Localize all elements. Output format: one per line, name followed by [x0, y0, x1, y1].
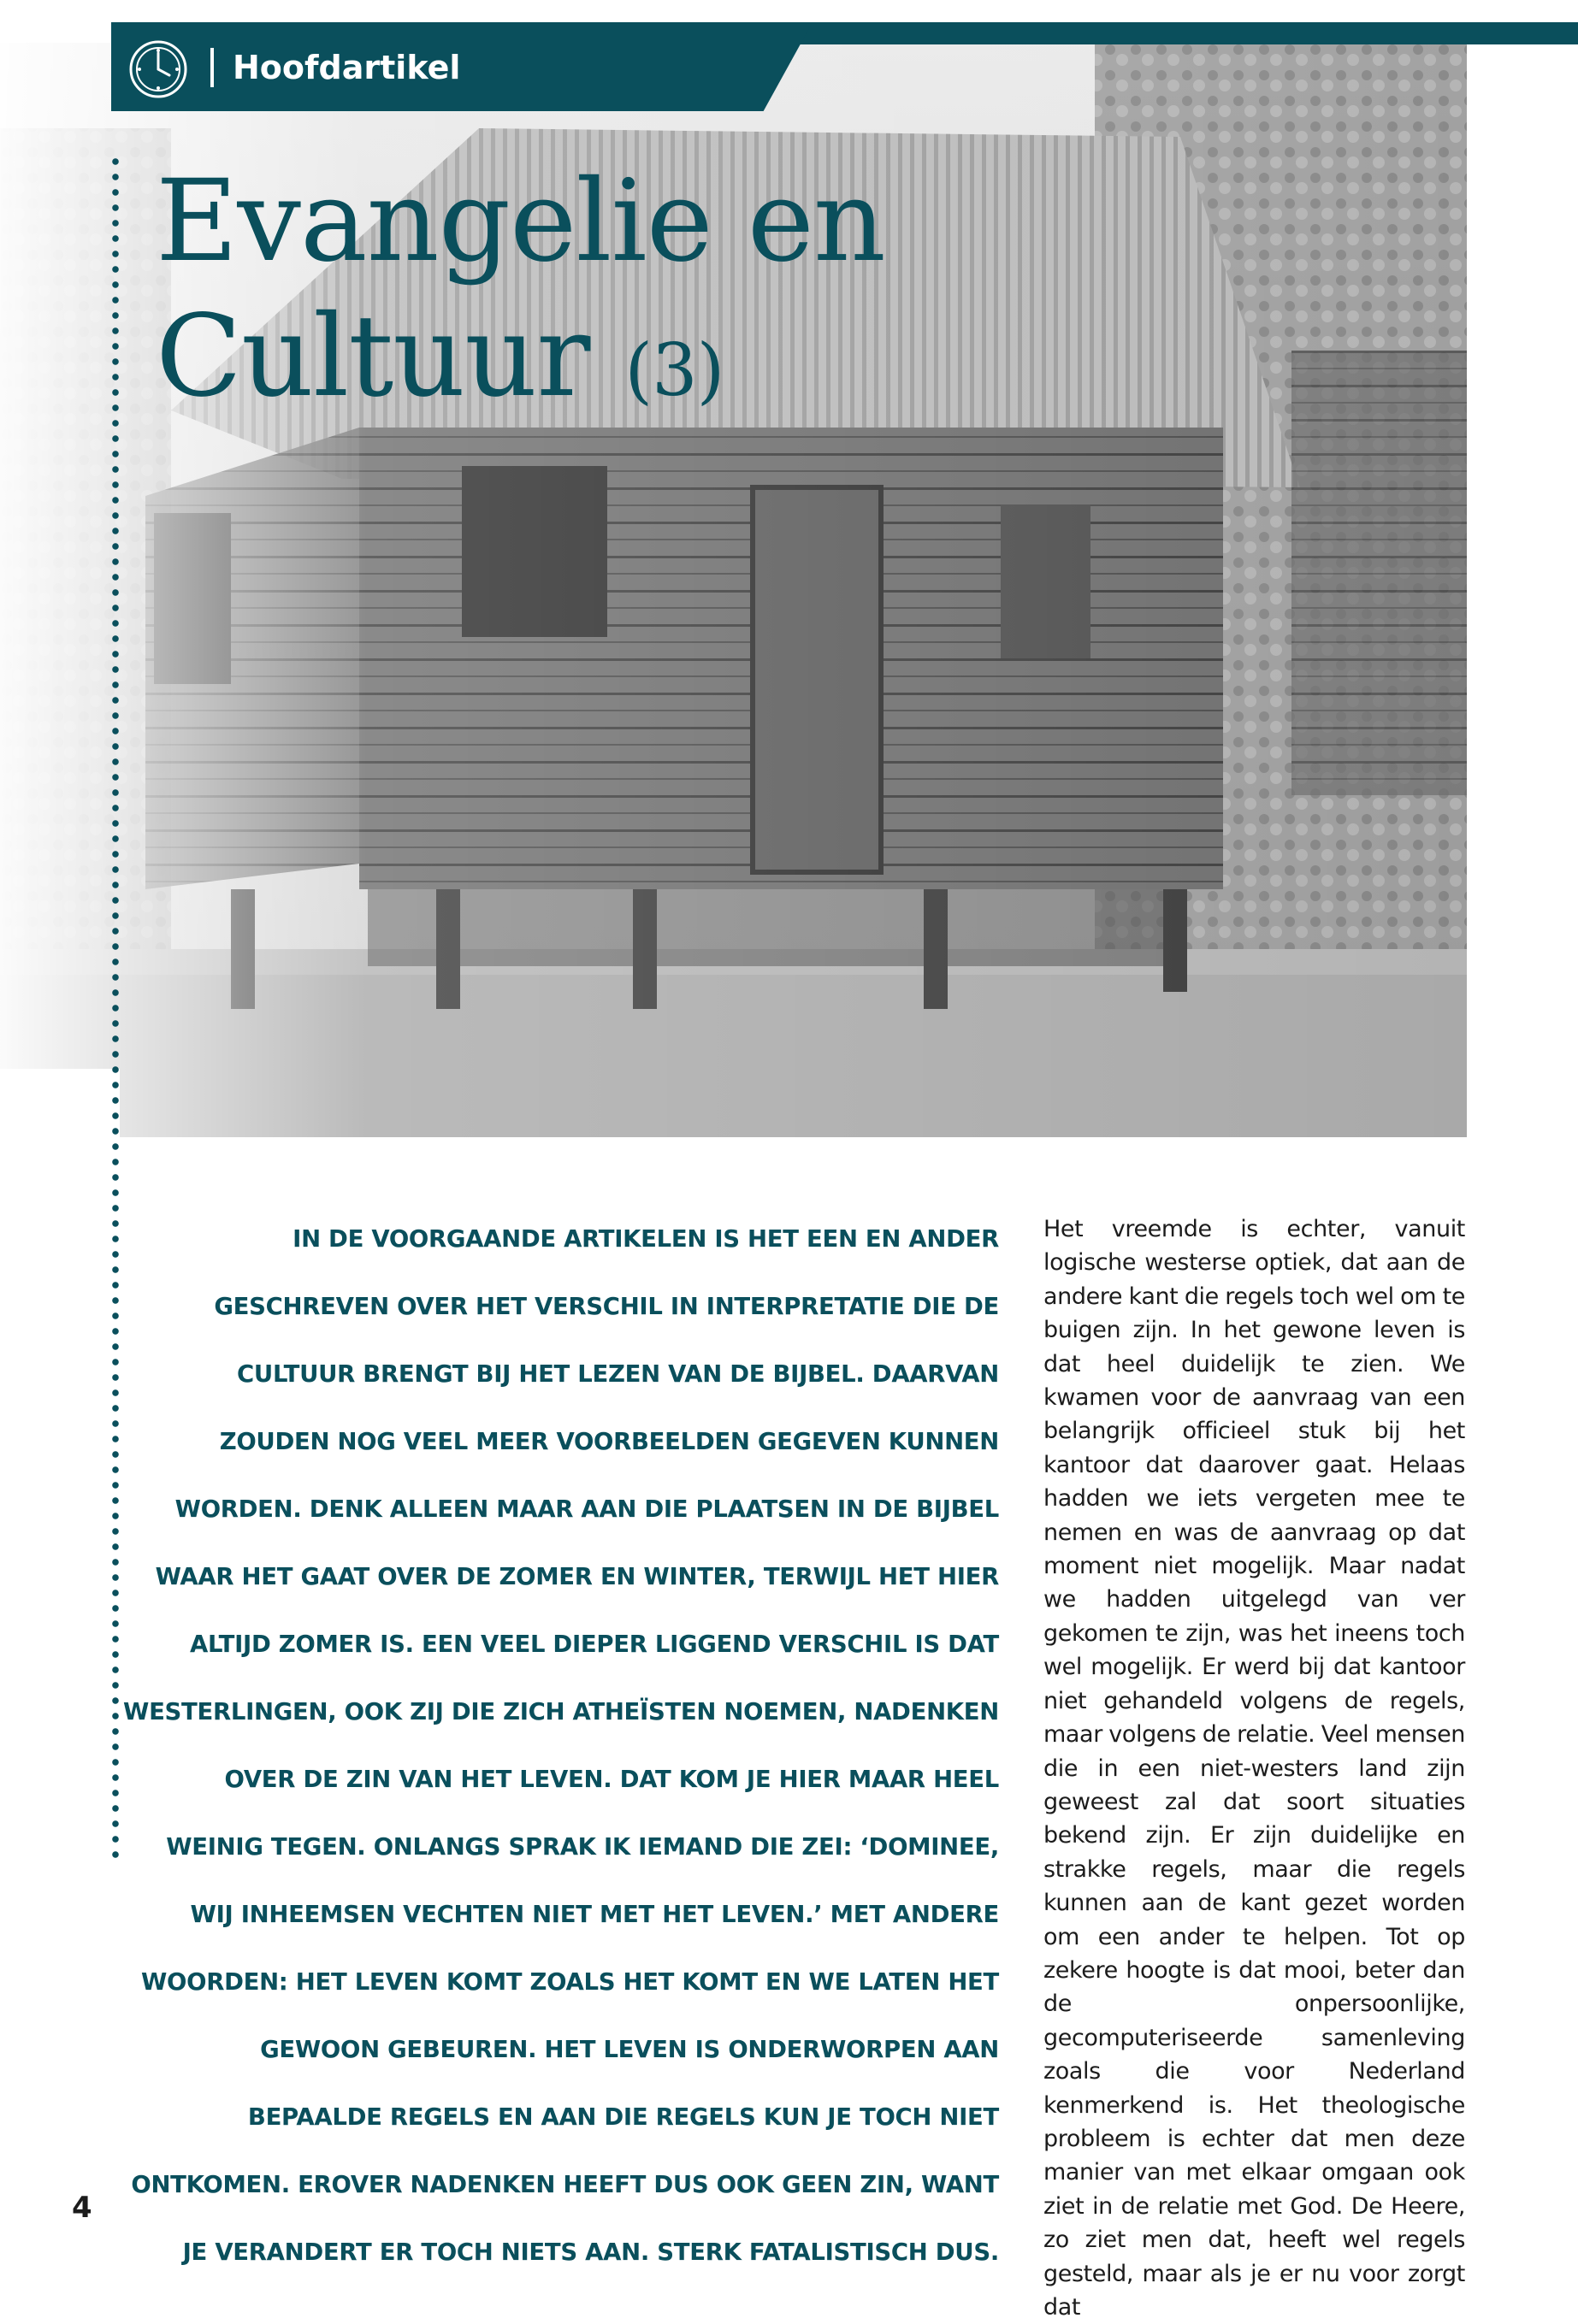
article-intro: IN DE VOORGAANDE ARTIKELEN IS HET EEN EN ANDER GESCHREVEN OVER HET VERSCHIL IN INTERPRETATIE DIE DE CULTUUR BRENGT BIJ HET LEZEN VAN DE BIJBEL. DAARVAN ZOUDEN NOG VEEL MEER VOORBEELDEN GEGEVEN KUNNEN WORDEN. DENK ALLEEN MAAR AAN DIE PLAATSEN IN DE BIJBEL WAAR HET GAAT OVER DE ZOMER EN WINTER, TERWIJL HET HIER ALTIJD ZOMER IS. EEN VEEL DIEPER LIGGEND VERSCHIL IS DAT WESTERLINGEN, OOK ZIJ DIE ZICH ATHEÏSTEN NOEMEN, NADENKEN OVER DE ZIN VAN HET LEVEN. DAT KOM JE HIER MAAR HEEL WEINIG TEGEN. ONLANGS SPRAK IK IEMAND DIE ZEI: ‘DOMINEE, WIJ INHEEMSEN VECHTEN NIET MET HET LEVEN.’ MET ANDERE WOORDEN: HET LEVEN KOMT ZOALS HET KOMT EN WE LATEN HET GEWOON GEBEUREN. HET LEVEN IS ONDERWORPEN AAN BEPAALDE REGELS EN AAN DIE REGELS KUN JE TOCH NIET ONTKOMEN. EROVER NADENKEN HEEFT DUS OOK GEEN ZIN, WANT JE VERANDERT ER TOCH NIETS AAN. STERK FATALISTISCH DUS.	[123, 1225, 999, 2266]
title-word: Cultuur	[156, 291, 590, 422]
dotted-rule	[111, 154, 120, 1864]
article-body: Het vreemde is echter, vanuit logische westerse optiek, dat aan de andere kant die regels toch wel om te buigen zijn. In het gewone leven is dat heel duidelijk te zien. We kwamen voor de aanvraag van een belangrijk officieel stuk bij het kantoor dat daarover gaat. Helaas hadden we iets vergeten mee te nemen en was de aanvraag op dat moment niet mogelijk. Maar nadat we hadden uitgelegd van ver gekomen te zijn, was het ineens toch wel mogelijk. Er werd bij dat kantoor niet gehandeld volgens de regels, maar volgens de relatie. Veel mensen die in een niet-westers land zijn geweest zal dat soort situaties bekend zijn. Er zijn duidelijke en strakke regels, maar die regels kunnen aan de kant gezet worden om een ander te helpen. Tot op zekere hoogte is dat mooi, beter dan de onpersoonlijke, gecomputeriseerde samenleving zoals die voor Nederland kenmerkend is. Het theologische probleem is echter dat men deze manier van met elkaar omgaan ook ziet in de relatie met God. De Heere, zo ziet men dat, heeft wel regels gesteld, maar als je er nu voor zorgt dat	[1043, 1216, 1465, 2321]
title-line-1: Evangelie en	[156, 156, 885, 287]
header-divider	[210, 48, 214, 87]
section-header	[111, 22, 813, 111]
clock-icon	[127, 38, 190, 101]
page-number: 4	[72, 2191, 92, 2225]
title-line-2	[156, 289, 885, 438]
header-rule	[795, 22, 1578, 44]
article-title	[156, 154, 885, 438]
section-label: Hoofdartikel	[233, 49, 461, 86]
title-part-number: (3)	[624, 328, 724, 412]
